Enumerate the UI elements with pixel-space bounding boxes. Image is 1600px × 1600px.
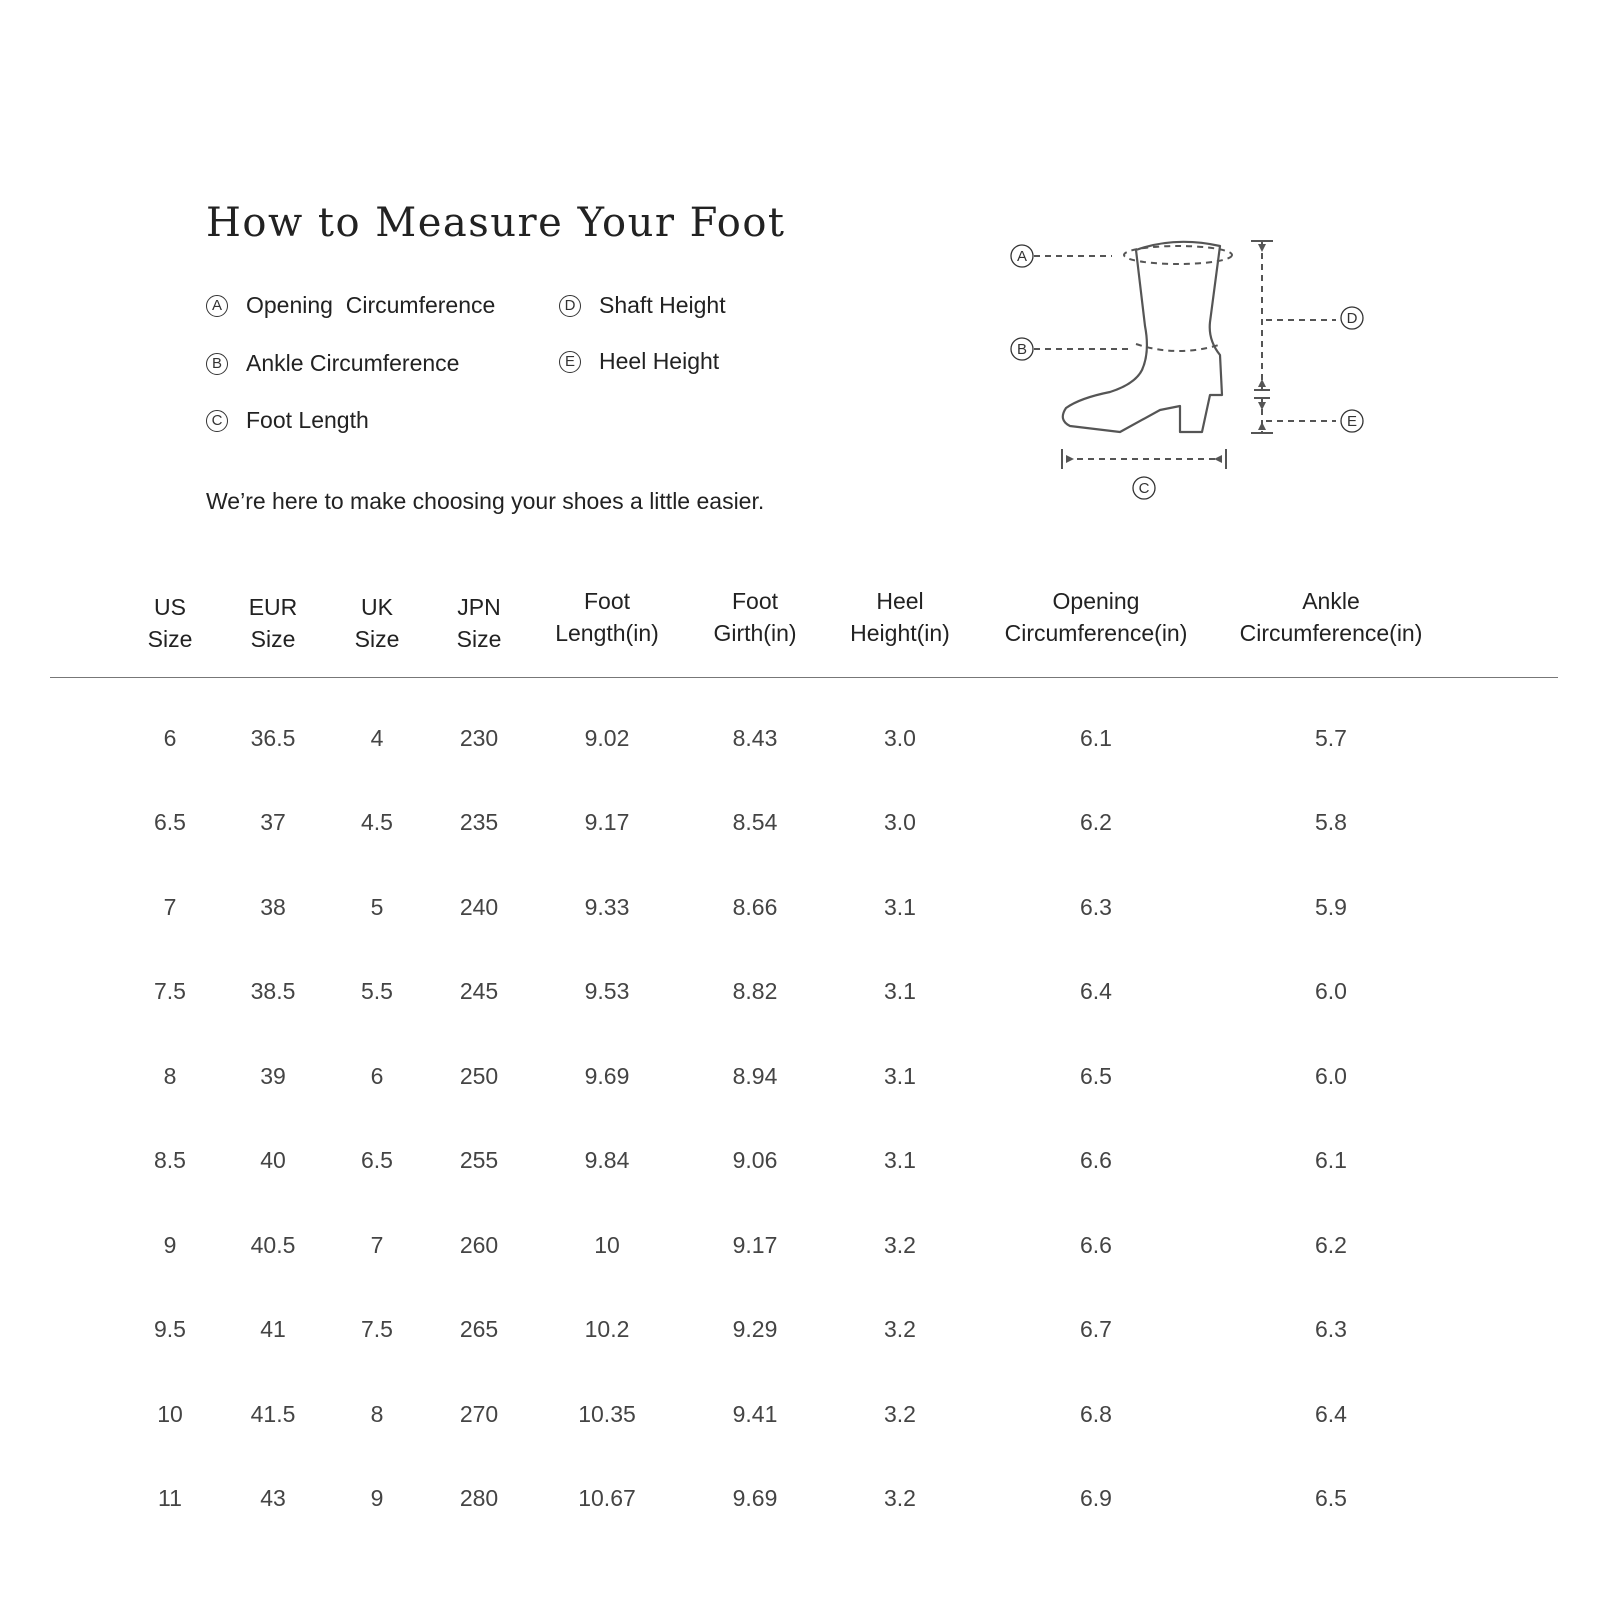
- table-cell: 3.1: [884, 893, 916, 920]
- table-cell: 8.94: [732, 1062, 778, 1089]
- table-cell: 9.53: [584, 978, 630, 1005]
- diagram-marker-a: A: [1016, 248, 1028, 265]
- column-header-line: Circumference(in): [1004, 620, 1188, 646]
- table-row: [50, 865, 1558, 950]
- table-cell: 8.5: [154, 1147, 186, 1174]
- table-cell: 5.7: [1315, 724, 1347, 751]
- table-cell: 6.4: [1080, 978, 1112, 1005]
- legend-label: Heel Height: [599, 348, 720, 374]
- table-cell: 9.17: [732, 1231, 778, 1258]
- boot-measurement-diagram: [1010, 230, 1430, 530]
- diagram-marker-c: C: [1138, 480, 1150, 497]
- table-row: [50, 950, 1558, 1035]
- table-cell: 9.06: [732, 1147, 778, 1174]
- table-cell: 7: [370, 1231, 384, 1258]
- column-header-line: JPN: [457, 594, 501, 620]
- table-cell: 3.2: [884, 1400, 916, 1427]
- diagram-marker-e: E: [1346, 413, 1358, 430]
- table-row: [50, 1372, 1558, 1457]
- table-cell: 9.5: [154, 1316, 186, 1343]
- column-header-line: Size: [456, 626, 502, 652]
- table-cell: 5.9: [1315, 893, 1347, 920]
- marker-e-icon: E: [559, 351, 581, 373]
- column-header: [322, 589, 432, 655]
- column-header-line: Heel: [876, 588, 924, 614]
- table-cell: 41.5: [250, 1400, 296, 1427]
- table-row: [50, 696, 1558, 781]
- column-header-line: Ankle: [1302, 588, 1360, 614]
- table-row: [50, 1203, 1558, 1288]
- table-cell: 3.0: [884, 809, 916, 836]
- marker-d-icon: D: [559, 295, 581, 317]
- subtitle: We’re here to make choosing your shoes a little easier.: [206, 488, 765, 514]
- table-cell: 6.0: [1315, 978, 1347, 1005]
- table-cell: 280: [459, 1485, 499, 1512]
- table-cell: 6.2: [1315, 1231, 1347, 1258]
- table-cell: 235: [459, 809, 499, 836]
- table-cell: 40.5: [250, 1231, 296, 1258]
- table-cell: 43: [260, 1485, 286, 1512]
- column-header-line: Size: [354, 626, 400, 652]
- column-header-line: Girth(in): [713, 620, 797, 646]
- column-header-line: US: [154, 594, 186, 620]
- table-cell: 240: [459, 893, 499, 920]
- table-cell: 4: [370, 724, 384, 751]
- table-row: [50, 1457, 1558, 1542]
- table-cell: 5.5: [361, 978, 393, 1005]
- legend-label: Ankle Circumference: [246, 350, 460, 376]
- legend-item-shaft-height: [559, 292, 726, 319]
- marker-b-icon: B: [206, 353, 228, 375]
- column-header-line: Height(in): [850, 620, 950, 646]
- table-cell: 8.54: [732, 809, 778, 836]
- column-header: [213, 589, 333, 655]
- table-cell: 6.5: [1315, 1485, 1347, 1512]
- table-cell: 38: [260, 893, 286, 920]
- table-row: [50, 781, 1558, 866]
- table-cell: 3.2: [884, 1316, 916, 1343]
- column-header: [1211, 585, 1451, 649]
- table-cell: 5.8: [1315, 809, 1347, 836]
- ankle-circumference-line: [1136, 344, 1222, 351]
- column-header-line: Opening: [1052, 588, 1140, 614]
- table-cell: 6.6: [1080, 1231, 1112, 1258]
- table-cell: 7.5: [361, 1316, 393, 1343]
- table-cell: 7.5: [154, 978, 186, 1005]
- column-header-line: Circumference(in): [1239, 620, 1423, 646]
- table-body: [50, 678, 1558, 1541]
- table-cell: 10.2: [584, 1316, 630, 1343]
- table-cell: 6.7: [1080, 1316, 1112, 1343]
- table-cell: 37: [260, 809, 286, 836]
- page-title: How to Measure Your Foot: [206, 200, 786, 246]
- column-header: [976, 585, 1216, 649]
- table-cell: 6.6: [1080, 1147, 1112, 1174]
- table-cell: 6.9: [1080, 1485, 1112, 1512]
- table-cell: 40: [260, 1147, 286, 1174]
- table-cell: 10.35: [578, 1400, 636, 1427]
- table-cell: 3.1: [884, 978, 916, 1005]
- table-cell: 9.84: [584, 1147, 630, 1174]
- column-header-line: Length(in): [555, 620, 659, 646]
- size-chart-table: [50, 585, 1558, 1541]
- boot-icon: [1063, 242, 1222, 432]
- table-cell: 4.5: [361, 809, 393, 836]
- column-header-line: Foot: [731, 588, 779, 614]
- table-cell: 6.4: [1315, 1400, 1347, 1427]
- column-header-line: UK: [361, 594, 393, 620]
- table-cell: 10: [594, 1231, 620, 1258]
- table-cell: 9.33: [584, 893, 630, 920]
- table-cell: 38.5: [250, 978, 296, 1005]
- marker-a-icon: A: [206, 295, 228, 317]
- table-cell: 250: [459, 1062, 499, 1089]
- table-cell: 36.5: [250, 724, 296, 751]
- table-row: [50, 1034, 1558, 1119]
- table-cell: 6.5: [154, 809, 186, 836]
- table-cell: 6: [163, 724, 177, 751]
- table-cell: 9.69: [732, 1485, 778, 1512]
- legend-item-ankle-circumference: [206, 350, 459, 377]
- column-header: [517, 585, 697, 649]
- table-cell: 245: [459, 978, 499, 1005]
- table-cell: 6.5: [1080, 1062, 1112, 1089]
- table-row: [50, 1119, 1558, 1204]
- table-header: [50, 585, 1558, 677]
- table-row: [50, 1288, 1558, 1373]
- legend-item-opening-circumference: [206, 292, 495, 319]
- table-cell: 9: [163, 1231, 177, 1258]
- table-cell: 6.3: [1315, 1316, 1347, 1343]
- table-cell: 8.43: [732, 724, 778, 751]
- table-cell: 6.5: [361, 1147, 393, 1174]
- column-header-line: Size: [147, 626, 193, 652]
- table-cell: 255: [459, 1147, 499, 1174]
- table-cell: 3.2: [884, 1231, 916, 1258]
- table-cell: 8: [163, 1062, 177, 1089]
- table-cell: 8.66: [732, 893, 778, 920]
- table-cell: 11: [158, 1485, 182, 1512]
- table-cell: 10: [157, 1400, 183, 1427]
- table-cell: 6.2: [1080, 809, 1112, 836]
- column-header-line: Size: [250, 626, 296, 652]
- diagram-marker-b: B: [1016, 341, 1028, 358]
- table-cell: 3.1: [884, 1062, 916, 1089]
- marker-c-icon: C: [206, 410, 228, 432]
- table-cell: 9.17: [584, 809, 630, 836]
- table-cell: 39: [260, 1062, 286, 1089]
- table-cell: 6.8: [1080, 1400, 1112, 1427]
- table-cell: 41: [260, 1316, 286, 1343]
- table-cell: 9.29: [732, 1316, 778, 1343]
- table-cell: 230: [459, 724, 499, 751]
- column-header: [825, 585, 975, 649]
- table-cell: 9.69: [584, 1062, 630, 1089]
- legend-item-heel-height: [559, 348, 719, 375]
- table-cell: 9: [370, 1485, 384, 1512]
- table-cell: 6: [370, 1062, 384, 1089]
- legend-item-foot-length: [206, 407, 369, 434]
- table-cell: 3.0: [884, 724, 916, 751]
- diagram-marker-d: D: [1346, 310, 1358, 327]
- legend-label: Foot Length: [246, 407, 369, 433]
- table-cell: 8: [370, 1400, 384, 1427]
- table-cell: 10.67: [578, 1485, 636, 1512]
- table-cell: 3.2: [884, 1485, 916, 1512]
- table-cell: 270: [459, 1400, 499, 1427]
- table-cell: 265: [459, 1316, 499, 1343]
- legend-label: Opening Circumference: [246, 292, 496, 318]
- table-cell: 3.1: [884, 1147, 916, 1174]
- table-cell: 9.02: [584, 724, 630, 751]
- column-header-line: EUR: [248, 594, 298, 620]
- table-cell: 6.1: [1315, 1147, 1347, 1174]
- legend-label: Shaft Height: [599, 292, 726, 318]
- table-cell: 260: [459, 1231, 499, 1258]
- table-cell: 7: [163, 893, 177, 920]
- table-cell: 9.41: [732, 1400, 778, 1427]
- column-header-line: Foot: [583, 588, 631, 614]
- table-cell: 6.1: [1080, 724, 1112, 751]
- table-cell: 6.3: [1080, 893, 1112, 920]
- table-cell: 8.82: [732, 978, 778, 1005]
- table-cell: 5: [370, 893, 384, 920]
- column-header: [680, 585, 830, 649]
- table-cell: 6.0: [1315, 1062, 1347, 1089]
